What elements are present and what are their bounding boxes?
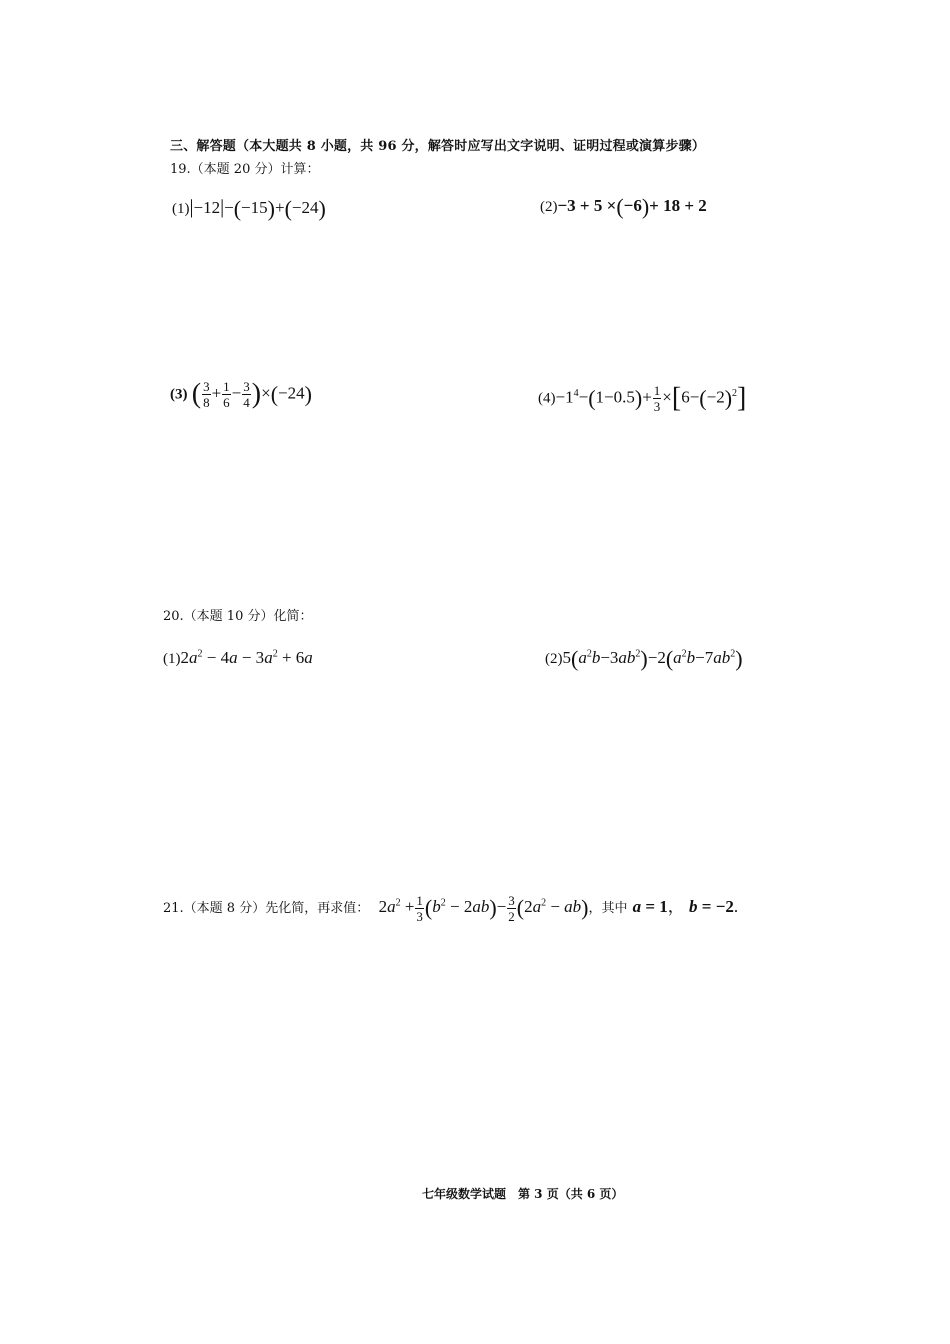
q21-condition: a = 1， b = −2.	[632, 897, 739, 916]
q19-part1: (1)|−12|−(−15)+(−24)	[172, 196, 326, 222]
q20-part2: $(2)5(a^2b-3ab^2)-2(a^2b-7ab^2)$	[545, 646, 743, 672]
section-title: 三、解答题（本大题共 8 小题，共 96 分，解答时应写出文字说明、证明过程或演算步骤）	[170, 139, 706, 154]
q19-part2: (2)−3 + 5 ×(−6)+ 18 + 2	[540, 194, 707, 220]
q19-part3: (3) ( $\frac{3}{8}$ + $\frac{1}{6}$ − $\frac{3}{4}$ )×(−24)	[170, 378, 312, 410]
q19-header: 19.（本题 20 分）计算：	[170, 162, 320, 177]
q21-expression: $2a^2$ + $\frac{1}{3}$ $(b^2 - 2ab)-$ $\frac{3}{2}$ $(2a^2 - ab)$	[374, 892, 589, 924]
q21-header: 21.（本题 8 分）先化简，再求值：	[163, 901, 370, 916]
q21-condition-prefix: ，其中	[588, 901, 628, 916]
page-footer: 七年级数学试题 第 3 页（共 6 页）	[422, 1187, 624, 1201]
q19-part4: $(4)-1^4-(1-0.5)+$ $\frac{1}{3}$ $\times[6-(-2)^2]$	[538, 382, 747, 414]
q20-part1: $(1)2a^2 - 4a - 3a^2 + 6a$	[163, 648, 313, 667]
q20-header: 20.（本题 10 分）化简：	[163, 609, 313, 624]
q21	[163, 892, 738, 923]
